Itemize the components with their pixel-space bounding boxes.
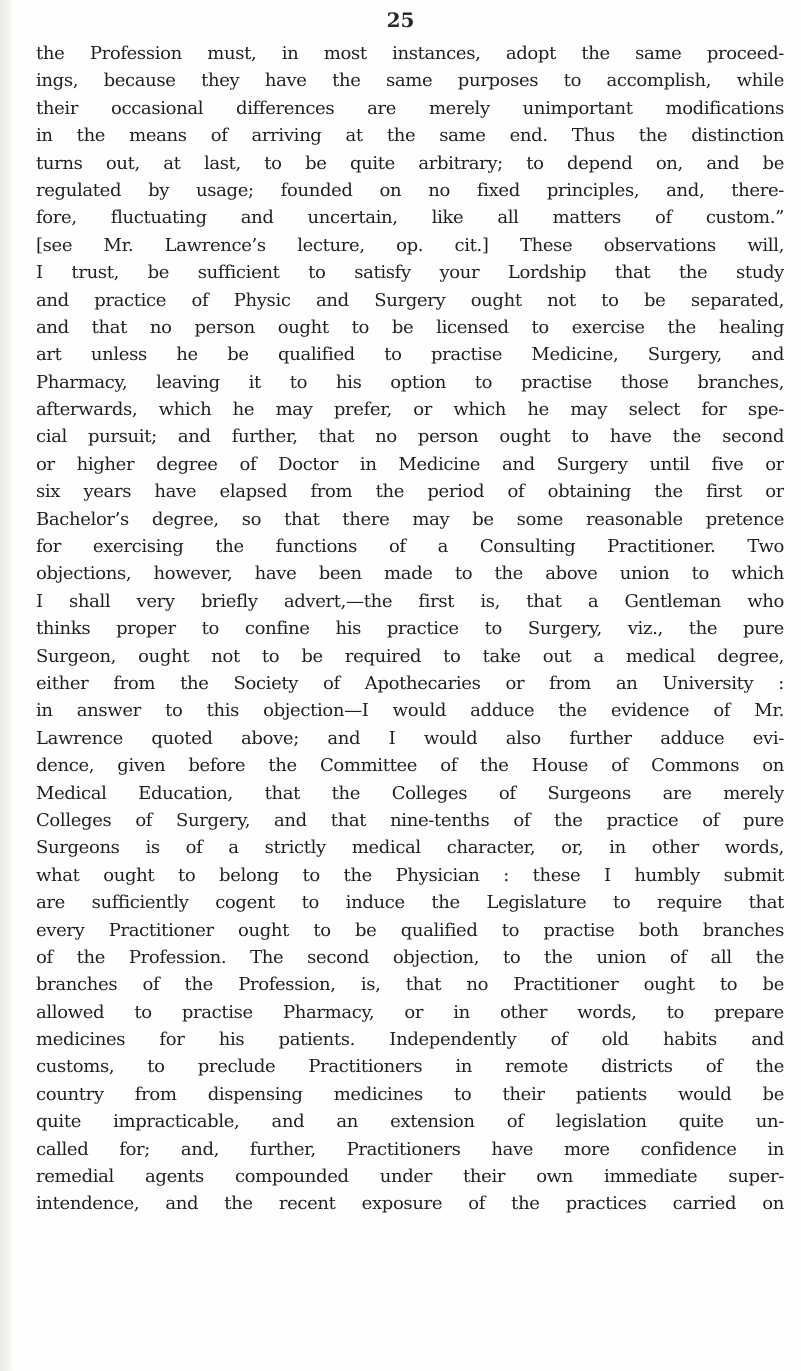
text-line: cial pursuit; and further, that no person ought to have the second — [36, 426, 784, 448]
text-line: customs, to preclude Practitioners in remote districts of the — [36, 1056, 784, 1078]
text-line: quite impracticable, and an extension of legislation quite un- — [36, 1111, 784, 1133]
text-line: Surgeon, ought not to be required to take out a medical degree, — [36, 645, 784, 667]
text-line: regulated by usage; founded on no fixed principles, and, there- — [36, 179, 784, 201]
text-line: art unless he be qualified to practise Medicine, Surgery, and — [36, 344, 784, 366]
text-line: ings, because they have the same purposes to accomplish, while — [36, 70, 784, 92]
text-line: intendence, and the recent exposure of the practices carried on — [36, 1193, 784, 1215]
text-line: turns out, at last, to be quite arbitrary; to depend on, and be — [36, 152, 784, 174]
text-line: their occasional differences are merely unimportant modifications — [36, 97, 784, 119]
text-line: for exercising the functions of a Consulting Practitioner. Two — [36, 536, 784, 558]
text-line: are sufficiently cogent to induce the Legislature to require that — [36, 892, 784, 914]
text-line: Medical Education, that the Colleges of Surgeons are merely — [36, 782, 784, 804]
text-line: country from dispensing medicines to their patients would be — [36, 1083, 784, 1105]
text-line: objections, however, have been made to the above union to which — [36, 563, 784, 585]
text-line: in the means of arriving at the same end. Thus the distinction — [36, 125, 784, 147]
text-line: thinks proper to confine his practice to Surgery, viz., the pure — [36, 618, 784, 640]
text-line: called for; and, further, Practitioners have more confidence in — [36, 1138, 784, 1160]
text-line: I trust, be sufficient to satisfy your Lordship that the study — [36, 262, 784, 284]
text-line: the Profession must, in most instances, adopt the same proceed- — [36, 43, 784, 64]
binding-gutter — [0, 0, 14, 1371]
text-line: remedial agents compounded under their own immediate super- — [36, 1166, 784, 1188]
text-line: or higher degree of Doctor in Medicine and Surgery until five or — [36, 453, 784, 475]
text-line: either from the Society of Apothecaries or from an University : — [36, 672, 784, 694]
text-line: dence, given before the Committee of the House of Commons on — [36, 755, 784, 777]
text-line: in answer to this objection—I would adduce the evidence of Mr. — [36, 700, 784, 722]
text-line: of the Profession. The second objection, to the union of all the — [36, 946, 784, 968]
body-text — [36, 40, 784, 1218]
text-line: Bachelor’s degree, so that there may be some reasonable pretence — [36, 508, 784, 530]
text-line: allowed to practise Pharmacy, or in other words, to prepare — [36, 1001, 784, 1023]
text-line: fore, fluctuating and uncertain, like all matters of custom.” — [36, 207, 784, 229]
text-line: afterwards, which he may prefer, or which he may select for spe- — [36, 399, 784, 421]
text-line: every Practitioner ought to be qualified to practise both branches — [36, 919, 784, 941]
text-line: I shall very briefly advert,—the first is, that a Gentleman who — [36, 590, 784, 612]
text-line: [see Mr. Lawrence’s lecture, op. cit.] These observations will, — [36, 234, 784, 256]
text-line: and that no person ought to be licensed to exercise the healing — [36, 316, 784, 338]
page-number: 25 — [386, 8, 415, 32]
text-line: Colleges of Surgery, and that nine-tenths of the practice of pure — [36, 809, 784, 831]
text-line: and practice of Physic and Surgery ought not to be separated, — [36, 289, 784, 311]
text-line: Lawrence quoted above; and I would also further adduce evi- — [36, 727, 784, 749]
text-line: medicines for his patients. Independently of old habits and — [36, 1029, 784, 1051]
text-line: what ought to belong to the Physician : these I humbly submit — [36, 864, 784, 886]
text-line: Surgeons is of a strictly medical character, or, in other words, — [36, 837, 784, 859]
text-line: branches of the Profession, is, that no Practitioner ought to be — [36, 974, 784, 996]
text-line: Pharmacy, leaving it to his option to practise those branches, — [36, 371, 784, 393]
text-line: six years have elapsed from the period of obtaining the first or — [36, 481, 784, 503]
